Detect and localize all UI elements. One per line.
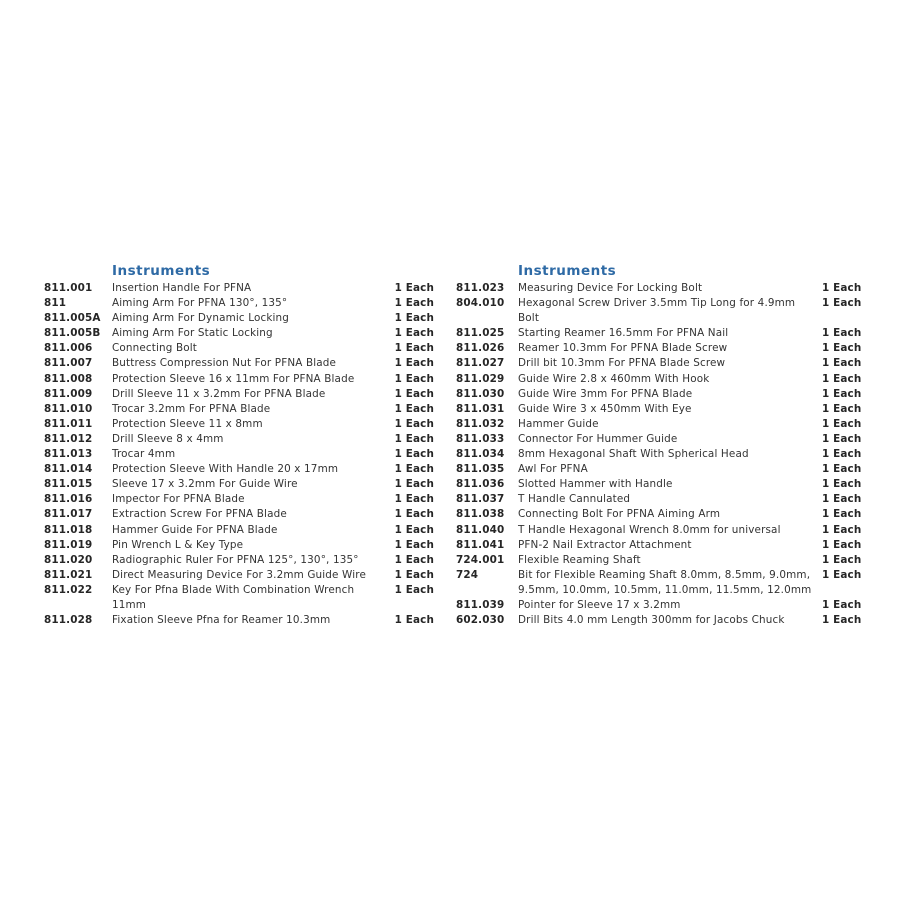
instrument-row	[44, 538, 434, 553]
instrument-quantity: 1 Each	[394, 448, 434, 461]
instrument-row	[44, 387, 434, 402]
instrument-description: Aiming Arm For Dynamic Locking	[112, 312, 290, 325]
instrument-description: Buttress Compression Nut For PFNA Blade	[112, 357, 337, 370]
instrument-description: Guide Wire 3 x 450mm With Eye	[518, 402, 692, 415]
instrument-row	[44, 583, 434, 613]
instrument-code: 811.030	[456, 387, 505, 400]
instrument-quantity: 1 Each	[822, 448, 862, 461]
instrument-quantity: 1 Each	[394, 387, 434, 400]
instrument-row	[44, 402, 434, 417]
left-instrument-list	[44, 281, 434, 628]
instrument-quantity: 1 Each	[822, 387, 862, 400]
instrument-row	[44, 372, 434, 387]
instrument-code: 811.036	[456, 478, 505, 491]
instrument-code: 811.011	[44, 417, 93, 430]
instrument-code: 811.029	[456, 372, 505, 385]
instrument-quantity: 1 Each	[822, 327, 862, 340]
instrument-code: 811.033	[456, 432, 505, 445]
instrument-description: Insertion Handle For PFNA	[112, 282, 252, 294]
instrument-code: 811.022	[44, 583, 93, 596]
instrument-quantity: 1 Each	[822, 357, 862, 370]
instrument-description: Reamer 10.3mm For PFNA Blade Screw	[518, 342, 728, 355]
instrument-description: Connecting Bolt	[112, 342, 198, 355]
instrument-description: Connecting Bolt For PFNA Aiming Arm	[518, 508, 721, 521]
instrument-description: Key For Pfna Blade With Combination Wrench 11mm	[112, 583, 355, 611]
instrument-code: 811.025	[456, 327, 505, 340]
instrument-description: Direct Measuring Device For 3.2mm Guide Wire	[112, 568, 367, 581]
instrument-quantity: 1 Each	[394, 327, 434, 340]
instrument-description: Sleeve 17 x 3.2mm For Guide Wire	[112, 478, 298, 491]
instrument-description: Drill bit 10.3mm For PFNA Blade Screw	[518, 357, 726, 370]
instrument-code: 811.008	[44, 372, 93, 385]
instrument-description: Aiming Arm For Static Locking	[112, 327, 273, 340]
instrument-description: Trocar 3.2mm For PFNA Blade	[112, 402, 271, 415]
instrument-code: 811.005B	[44, 327, 101, 340]
instrument-quantity: 1 Each	[822, 568, 862, 581]
instrument-description: Flexible Reaming Shaft	[518, 553, 641, 566]
instrument-code: 724	[456, 568, 479, 581]
instrument-quantity: 1 Each	[822, 538, 862, 551]
instrument-code: 811.027	[456, 357, 505, 370]
instrument-row	[44, 296, 434, 311]
instrument-quantity: 1 Each	[394, 538, 434, 551]
instrument-quantity: 1 Each	[394, 478, 434, 491]
instrument-quantity: 1 Each	[394, 463, 434, 476]
instrument-code: 804.010	[456, 297, 505, 310]
instrument-code: 811.007	[44, 357, 93, 370]
instrument-row	[44, 477, 434, 492]
right-instrument-list	[456, 281, 860, 628]
instrument-code: 811.010	[44, 402, 93, 415]
instrument-code: 811.006	[44, 342, 93, 355]
instrument-code: 811.019	[44, 538, 93, 551]
instrument-row	[44, 432, 434, 447]
instrument-description: Protection Sleeve With Handle 20 x 17mm	[112, 463, 339, 476]
right-section-heading: Instruments	[518, 263, 617, 279]
instrument-code: 811.001	[44, 282, 93, 294]
instrument-description: Extraction Screw For PFNA Blade	[112, 508, 287, 521]
instrument-row	[44, 447, 434, 462]
instrument-description: Hexagonal Screw Driver 3.5mm Tip Long for 4.9mm Bolt	[518, 297, 796, 325]
instrument-row	[44, 568, 434, 583]
instrument-quantity: 1 Each	[394, 402, 434, 415]
instrument-quantity: 1 Each	[394, 508, 434, 521]
instrument-row	[456, 523, 860, 538]
instrument-code: 811.005A	[44, 312, 101, 325]
instrument-row	[456, 553, 860, 568]
instrument-quantity: 1 Each	[394, 312, 434, 325]
instrument-row	[456, 356, 860, 371]
instrument-description: Fixation Sleeve Pfna for Reamer 10.3mm	[112, 614, 331, 627]
instrument-description: Bit for Flexible Reaming Shaft 8.0mm, 8.5mm, 9.0mm, 9.5mm, 10.0mm, 10.5mm, 11.0mm, 11.5mm, 12.0mm	[518, 568, 812, 596]
instrument-quantity: 1 Each	[394, 282, 434, 294]
instrument-row	[456, 613, 860, 628]
instrument-quantity: 1 Each	[394, 357, 434, 370]
instrument-description: Guide Wire 3mm For PFNA Blade	[518, 387, 693, 400]
instrument-description: T Handle Cannulated	[518, 493, 631, 506]
instrument-description: Drill Sleeve 11 x 3.2mm For PFNA Blade	[112, 387, 326, 400]
instrument-row	[44, 311, 434, 326]
left-instruments-column	[44, 262, 434, 628]
instrument-code: 811.028	[44, 614, 93, 627]
instrument-quantity: 1 Each	[822, 553, 862, 566]
instrument-row	[456, 296, 860, 326]
instrument-quantity: 1 Each	[394, 342, 434, 355]
instrument-quantity: 1 Each	[822, 508, 862, 521]
left-section-heading: Instruments	[112, 263, 211, 279]
instrument-row	[456, 417, 860, 432]
instrument-description: Pin Wrench L & Key Type	[112, 538, 244, 551]
instrument-code: 811.040	[456, 523, 505, 536]
instrument-description: Guide Wire 2.8 x 460mm With Hook	[518, 372, 710, 385]
right-instruments-column	[456, 262, 860, 628]
instrument-row	[456, 402, 860, 417]
instrument-row	[44, 523, 434, 538]
instrument-row	[44, 326, 434, 341]
instrument-row	[456, 326, 860, 341]
instrument-quantity: 1 Each	[822, 478, 862, 491]
instrument-code: 811.020	[44, 553, 93, 566]
instrument-quantity: 1 Each	[394, 614, 434, 627]
instrument-quantity: 1 Each	[822, 372, 862, 385]
instrument-description: Radiographic Ruler For PFNA 125°, 130°, 135°	[112, 553, 359, 566]
instrument-quantity: 1 Each	[822, 432, 862, 445]
instrument-description: Aiming Arm For PFNA 130°, 135°	[112, 297, 288, 310]
instrument-code: 724.001	[456, 553, 505, 566]
instrument-row	[44, 281, 434, 296]
instrument-quantity: 1 Each	[394, 553, 434, 566]
instrument-row	[456, 477, 860, 492]
instrument-row	[44, 462, 434, 477]
instrument-row	[456, 432, 860, 447]
instrument-quantity: 1 Each	[822, 598, 862, 611]
instrument-row	[456, 372, 860, 387]
instrument-row	[456, 568, 860, 598]
instrument-code: 811.021	[44, 568, 93, 581]
instrument-quantity: 1 Each	[394, 493, 434, 506]
instrument-row	[456, 387, 860, 402]
instrument-quantity: 1 Each	[822, 282, 862, 294]
instrument-code: 811	[44, 297, 67, 310]
instrument-code: 811.039	[456, 598, 505, 611]
instrument-row	[456, 447, 860, 462]
instrument-row	[44, 613, 434, 628]
instrument-row	[456, 598, 860, 613]
instrument-quantity: 1 Each	[822, 402, 862, 415]
instrument-quantity: 1 Each	[822, 463, 862, 476]
instrument-description: Hammer Guide	[518, 417, 599, 430]
instrument-code: 811.016	[44, 493, 93, 506]
instrument-description: Hammer Guide For PFNA Blade	[112, 523, 278, 536]
instrument-code: 811.017	[44, 508, 93, 521]
instrument-quantity: 1 Each	[822, 417, 862, 430]
instrument-code: 811.014	[44, 463, 93, 476]
instrument-row	[44, 341, 434, 356]
instrument-code: 811.023	[456, 282, 505, 294]
instrument-code: 811.037	[456, 493, 505, 506]
instrument-quantity: 1 Each	[394, 297, 434, 310]
instrument-description: T Handle Hexagonal Wrench 8.0mm for universal	[518, 523, 781, 536]
instrument-code: 811.012	[44, 432, 93, 445]
instrument-quantity: 1 Each	[822, 297, 862, 310]
instrument-description: Impector For PFNA Blade	[112, 493, 245, 506]
instrument-row	[44, 507, 434, 522]
instrument-code: 602.030	[456, 614, 505, 627]
instrument-description: Protection Sleeve 16 x 11mm For PFNA Blade	[112, 372, 355, 385]
instrument-code: 811.015	[44, 478, 93, 491]
instrument-row	[456, 538, 860, 553]
instrument-code: 811.032	[456, 417, 505, 430]
instrument-row	[44, 356, 434, 371]
instrument-code: 811.038	[456, 508, 505, 521]
instrument-description: Drill Sleeve 8 x 4mm	[112, 432, 224, 445]
instrument-quantity: 1 Each	[394, 432, 434, 445]
instrument-description: Protection Sleeve 11 x 8mm	[112, 417, 263, 430]
instrument-description: Measuring Device For Locking Bolt	[518, 282, 703, 294]
instrument-row	[456, 281, 860, 296]
instrument-quantity: 1 Each	[822, 614, 862, 627]
instrument-description: Starting Reamer 16.5mm For PFNA Nail	[518, 327, 729, 340]
instrument-quantity: 1 Each	[822, 342, 862, 355]
instrument-row	[456, 492, 860, 507]
instrument-description: Trocar 4mm	[112, 448, 176, 461]
instrument-row	[44, 492, 434, 507]
instrument-quantity: 1 Each	[822, 523, 862, 536]
instrument-code: 811.013	[44, 448, 93, 461]
instrument-row	[44, 417, 434, 432]
instrument-description: 8mm Hexagonal Shaft With Spherical Head	[518, 448, 749, 461]
instrument-description: PFN-2 Nail Extractor Attachment	[518, 538, 692, 551]
instrument-code: 811.035	[456, 463, 505, 476]
instrument-quantity: 1 Each	[822, 493, 862, 506]
instrument-description: Awl For PFNA	[518, 463, 588, 476]
instrument-code: 811.041	[456, 538, 505, 551]
instrument-code: 811.018	[44, 523, 93, 536]
instrument-code: 811.009	[44, 387, 93, 400]
instrument-code: 811.031	[456, 402, 505, 415]
instrument-quantity: 1 Each	[394, 417, 434, 430]
instrument-quantity: 1 Each	[394, 523, 434, 536]
instrument-row	[456, 462, 860, 477]
instrument-quantity: 1 Each	[394, 568, 434, 581]
instrument-row	[44, 553, 434, 568]
instrument-code: 811.034	[456, 448, 505, 461]
instrument-quantity: 1 Each	[394, 372, 434, 385]
instrument-description: Pointer for Sleeve 17 x 3.2mm	[518, 598, 681, 611]
instrument-row	[456, 507, 860, 522]
instrument-description: Connector For Hummer Guide	[518, 432, 678, 445]
instrument-row	[456, 341, 860, 356]
instrument-code: 811.026	[456, 342, 505, 355]
instrument-quantity: 1 Each	[394, 583, 434, 596]
instrument-description: Slotted Hammer with Handle	[518, 478, 673, 491]
instrument-description: Drill Bits 4.0 mm Length 300mm for Jacobs Chuck	[518, 614, 785, 627]
